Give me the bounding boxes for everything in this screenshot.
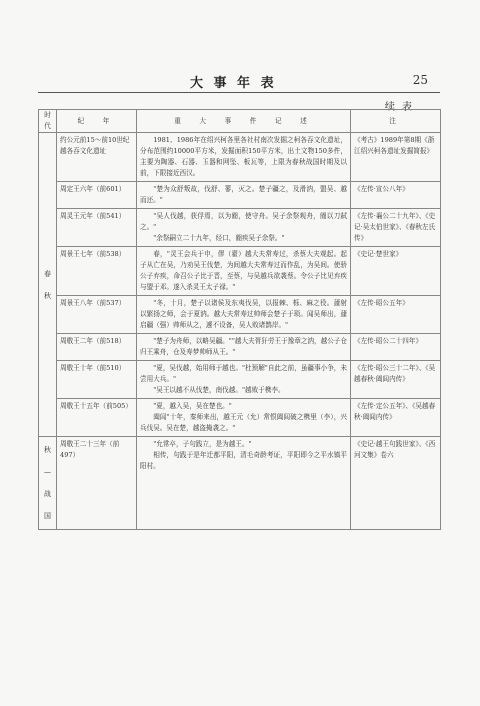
page-title: 大 事 年 表 [190, 76, 277, 91]
event-paragraph: "楚子为舟师，以略吴疆。""越大夫胥犴劳王于豫章之汭，越公子仓归王乘舟，仓及寿梦帅师从王。" [140, 337, 347, 356]
era-label-char: 秋 [44, 446, 51, 454]
event-cell [137, 399, 351, 437]
event-cell [137, 334, 351, 361]
event-paragraph: "夏，越入吴，吴在楚也。" [153, 402, 232, 410]
column-header-date: 纪 年 [57, 110, 137, 133]
table-row [39, 209, 441, 247]
header-rule [38, 92, 440, 93]
era-cell [39, 437, 57, 530]
page-number: 25 [412, 73, 428, 87]
era-label-char: 春 [44, 269, 51, 278]
date-cell: 约公元前15～前10世纪越各吞文化遗址 [57, 133, 137, 182]
table-row [39, 182, 441, 209]
era-label-char: 国 [44, 512, 51, 520]
date-cell: 周景王八年（前537） [57, 296, 137, 334]
event-paragraph: 相传，句践于是年迁都平阳，清毛奇龄考证，平阳即今之平水镇平阳村。 [140, 451, 347, 470]
column-header-note: 注 [351, 110, 441, 133]
era-label-char: 战 [44, 490, 51, 498]
event-paragraph: "吴王以越不从伐楚，南伐越。"越败于槜李。 [153, 386, 285, 394]
era-label-char: — [44, 468, 51, 476]
table-row [39, 437, 441, 530]
reference-cell: 《左传·昭公二十四年》 [351, 334, 441, 361]
reference-cell: 《左传·昭公五年》 [351, 296, 441, 334]
reference-cell: 《考古》1989年第8期《浙江绍兴柯各遗址发掘简报》 [351, 133, 441, 182]
continued-label: 续 表 [384, 102, 414, 113]
era-cell [39, 133, 57, 437]
table-body [39, 133, 441, 530]
date-cell: 周敬王十五年（前505） [57, 399, 137, 437]
date-cell: 周敬王二年（前518） [57, 334, 137, 361]
table-row [39, 361, 441, 399]
event-paragraph: "余祭嗣立二十九年，经口，阍疾吴子余祭。" [153, 234, 285, 242]
date-cell: 周景王七年（前538） [57, 247, 137, 296]
reference-cell: 《左传·定公五年》、《吴越春秋·阖闾内传》 [351, 399, 441, 437]
reference-cell: 《左传·襄公二十九年》、《史记·吴太伯世家》、《春秋左氏传》 [351, 209, 441, 247]
event-cell [137, 209, 351, 247]
event-cell [137, 296, 351, 334]
event-paragraph: "夏，吴伐越，始用师于越也。"杜预解"自此之前，虽疆事小争，未尝用大兵。" [140, 364, 347, 383]
event-paragraph: 阖闾"十年，秦师来出，越王元（允）常恨阖闾破之槜里（李），兴兵伐吴。吴在楚，越盗掩袭之。" [140, 413, 347, 432]
event-cell [137, 247, 351, 296]
date-cell: 周敬王二十三年（前497） [57, 437, 137, 530]
date-cell: 周敬王十年（前510） [57, 361, 137, 399]
event-cell [137, 133, 351, 182]
reference-cell: 《史记·楚世家》 [351, 247, 441, 296]
reference-cell: 《史记·越王句践世家》、《西河文集》卷六 [351, 437, 441, 530]
event-cell [137, 437, 351, 530]
date-cell: 周灵王元年（前541） [57, 209, 137, 247]
reference-cell: 《左传·宣公八年》 [351, 182, 441, 209]
event-paragraph: 春，"灵王会兵于申，僇（翟）越大夫常寿过，杀蔡大夫观起。起子从亡在吴，乃劝吴王伐楚，为间越大夫常寿过而作乱，为吴间。使骄公子弃疾，命召公子比于晋，至蔡，与吴越兵欲袭蔡。令公子比见弃疾与盟于邓。遂入杀灵王太子禄。" [140, 250, 347, 291]
table-row [39, 247, 441, 296]
column-header-era: 时代 [39, 110, 57, 133]
date-cell: 周定王六年（前601） [57, 182, 137, 209]
column-header-event: 重 大 事 件 记 述 [137, 110, 351, 133]
era-label-char: 秋 [44, 291, 51, 300]
table-row [39, 133, 441, 182]
event-paragraph: "冬，十月，楚子以诸侯及东夷伐吴，以报棘、栎、麻之役。蘧射以繁扬之师，会于夏汭。越大夫常寿过帅师会楚子于琐。闻吴师出，蘧启疆（强）帅师从之，遽不设备，吴人败诸鹊岸。" [140, 299, 347, 329]
table-row [39, 334, 441, 361]
table-row [39, 296, 441, 334]
reference-cell: 《左传·昭公三十二年》、《吴越春秋·阖闾内传》 [351, 361, 441, 399]
event-cell [137, 361, 351, 399]
event-paragraph: "楚为众舒叛故，伐舒、蓼，灭之。楚子疆之，及滑汭，盟吴、越而还。" [140, 185, 347, 204]
event-paragraph: "吴人伐越，获俘焉，以为阍，使守舟。吴子余祭观舟，阍以刀弑之。" [140, 212, 347, 231]
event-paragraph: 1981、1986年在绍兴柯各里各社村南次发掘之柯各吞文化遗址，分布范围约10000平方米，发掘面积150平方米，出土文物150多件，主要为陶器、石器、玉器和网坠、板瓦等，上限为春秋战国时期及以前，下限接近西汉。 [140, 136, 347, 177]
table-header [39, 110, 441, 133]
chronology-table [38, 109, 441, 530]
event-cell [137, 182, 351, 209]
table-row [39, 399, 441, 437]
event-paragraph: "允常卒，子句践立，是为越王。" [153, 440, 252, 448]
